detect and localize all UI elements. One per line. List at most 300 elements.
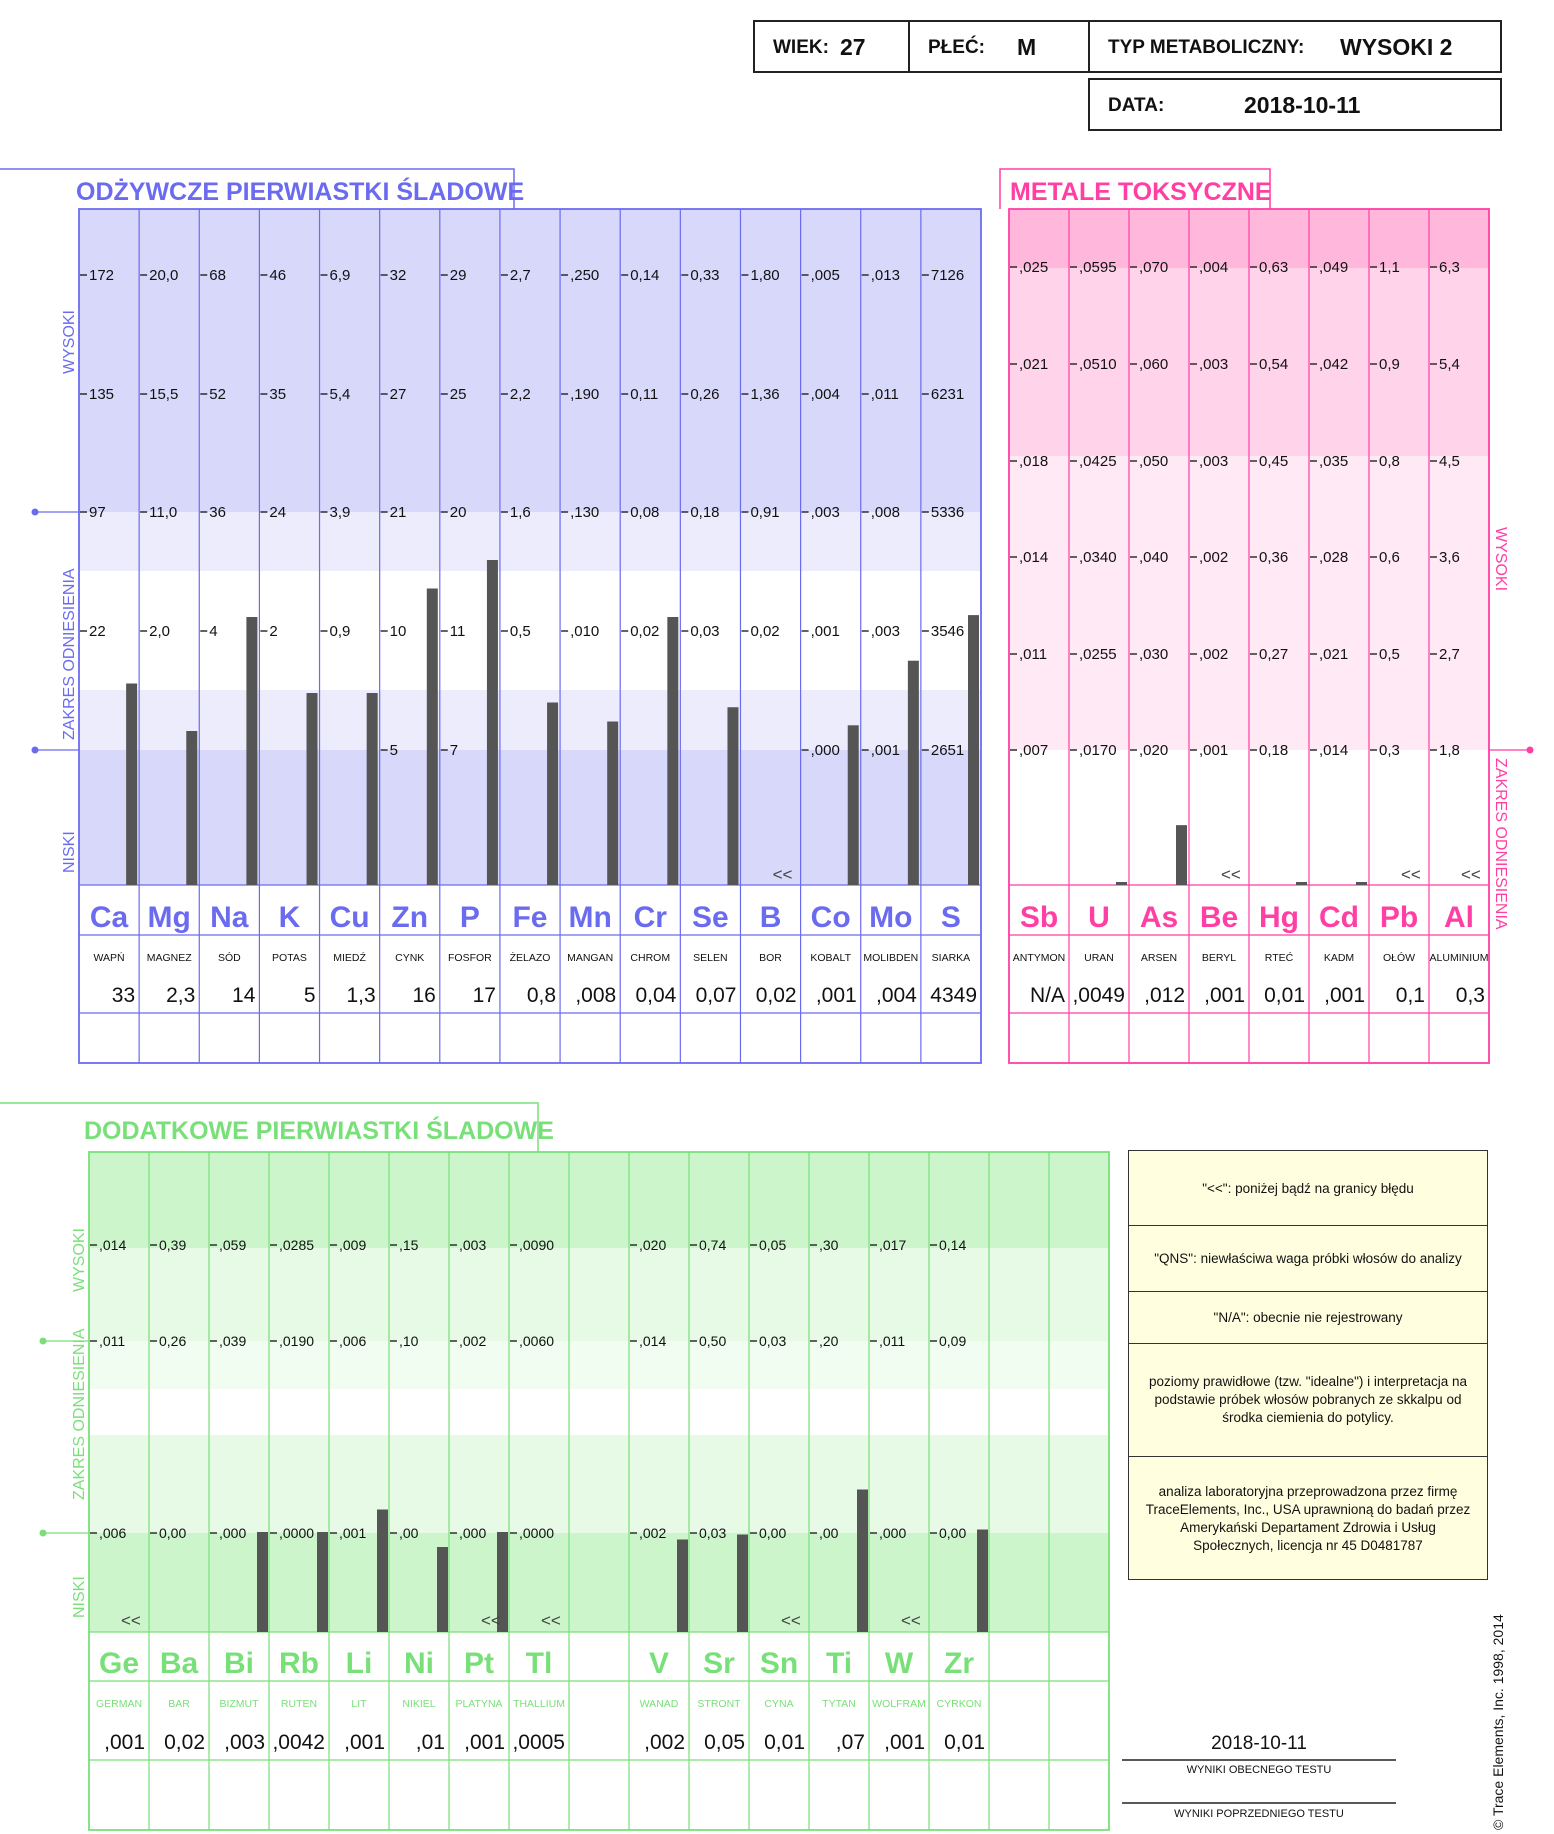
result-value-ba: 0,02	[164, 1731, 205, 1754]
element-symbol-mo: Mo	[869, 901, 913, 934]
below-error-mark: <<	[772, 865, 793, 884]
band-label-low: NISKI	[61, 831, 78, 873]
nutrient-elements-chart	[0, 169, 981, 1063]
sex-value: M	[1017, 34, 1037, 60]
result-bar-s	[968, 615, 979, 885]
result-value-na: 14	[232, 984, 256, 1007]
result-value-cd: ,001	[1324, 984, 1365, 1007]
tick-label-sr: 0,74	[699, 1237, 727, 1253]
high-band	[79, 209, 981, 512]
tick-label-s: 3546	[930, 623, 965, 640]
tick-label-s: 6231	[930, 386, 965, 403]
element-name-ni: NIKIEL	[402, 1698, 436, 1710]
tick-label-li: ,009	[339, 1237, 367, 1253]
band-label-reference: ZAKRES ODNIESIENIA	[71, 1328, 88, 1500]
tick-label-cr: 0,14	[630, 267, 660, 284]
result-value-v: ,002	[644, 1731, 685, 1754]
tick-label-sb: ,011	[1019, 646, 1048, 663]
result-bar-ca	[126, 684, 137, 886]
tick-label-al: 3,6	[1439, 549, 1460, 566]
tick-label-hg: 0,63	[1259, 259, 1289, 276]
element-symbol-ca: Ca	[89, 901, 129, 934]
element-symbol-ti: Ti	[825, 1647, 853, 1680]
below-error-mark: <<	[1461, 865, 1481, 884]
reference-marker-dot	[32, 747, 39, 754]
element-symbol-as: As	[1139, 901, 1179, 934]
element-symbol-cu: Cu	[329, 901, 370, 934]
result-value-sn: 0,01	[764, 1731, 805, 1754]
tick-label-cd: ,028	[1319, 549, 1349, 566]
result-value-ni: ,01	[415, 1731, 445, 1754]
result-value-mg: 2,3	[166, 984, 196, 1007]
element-symbol-sn: Sn	[759, 1647, 799, 1680]
tick-label-ca: 135	[89, 386, 115, 403]
note-na	[1129, 1291, 1487, 1344]
result-bar-hg	[1296, 882, 1307, 885]
tick-label-hg: 0,18	[1259, 742, 1289, 759]
tick-label-co: ,004	[810, 386, 840, 403]
element-symbol-hg: Hg	[1259, 901, 1299, 934]
tick-label-sb: ,021	[1019, 356, 1049, 373]
tick-label-v: ,020	[639, 1237, 667, 1253]
tick-label-pt: ,003	[459, 1237, 487, 1253]
metabolic-type-label: TYP METABOLICZNY:	[1108, 37, 1305, 58]
date-value: 2018-10-11	[1244, 92, 1361, 118]
high-band-top	[89, 1152, 1109, 1248]
tick-label-pb: 0,8	[1379, 453, 1400, 470]
band-label-high: WYSOKI	[1492, 527, 1509, 592]
result-value-tl: ,0005	[512, 1731, 565, 1754]
element-name-bi: BIZMUT	[219, 1698, 259, 1710]
current-test-label: WYNIKI OBECNEGO TESTU	[1186, 1764, 1332, 1776]
element-name-pt: PLATYNA	[455, 1698, 503, 1710]
tick-label-mn: ,250	[570, 267, 600, 284]
tick-label-cd: ,042	[1319, 356, 1349, 373]
result-bar-co	[848, 725, 859, 885]
tick-label-b: 0,91	[750, 504, 780, 521]
result-value-zr: 0,01	[944, 1731, 985, 1754]
result-value-w: ,001	[884, 1731, 925, 1754]
tick-label-ge: ,011	[99, 1333, 126, 1349]
result-value-fe: 0,8	[526, 984, 557, 1007]
tick-label-cd: ,014	[1319, 742, 1349, 759]
tick-label-p: 11	[449, 623, 466, 640]
reference-marker-dot	[40, 1338, 47, 1345]
element-symbol-p: P	[459, 901, 480, 934]
element-symbol-al: Al	[1444, 901, 1474, 934]
tick-label-rb: ,0285	[279, 1237, 315, 1253]
tick-label-b: 1,80	[750, 267, 780, 284]
note-ideal-levels	[1129, 1343, 1487, 1457]
band-label-reference: ZAKRES ODNIESIENIA	[61, 568, 78, 740]
tick-label-se: 0,33	[690, 267, 720, 284]
element-name-hg: RTEĆ	[1264, 952, 1294, 964]
tick-label-fe: 2,7	[509, 267, 531, 284]
result-bar-as	[1176, 825, 1187, 885]
element-name-ge: GERMAN	[95, 1698, 143, 1710]
tick-label-cd: ,049	[1319, 259, 1349, 276]
tick-label-cd: ,035	[1319, 453, 1349, 470]
tick-label-mn: ,130	[570, 504, 600, 521]
note-ideal-levels-text: poziomy prawidłowe (tzw. "idealne") i interpretacja na podstawie próbek włosów pobranych ze skkalpu od środka ciemienia do potylicy.	[1149, 1373, 1467, 1425]
tick-label-na: 36	[209, 504, 226, 521]
tick-label-se: 0,18	[690, 504, 720, 521]
tick-label-ba: 0,39	[159, 1237, 187, 1253]
tick-label-s: 2651	[930, 742, 965, 759]
note-lab-text: analiza laboratoryjna przeprowadzona przez firmę TraceElements, Inc., USA uprawnioną do badań przez Amerykański Departament Zdrowia i Usług Społecznych, licencja nr 45 D0481787	[1145, 1484, 1471, 1553]
tick-label-mo: ,001	[870, 742, 900, 759]
element-name-co: KOBALT	[810, 952, 851, 964]
result-bar-mg	[186, 731, 197, 885]
tick-label-na: 52	[209, 386, 226, 403]
element-name-zr: CYRKON	[936, 1698, 982, 1710]
tick-label-cr: 0,11	[630, 386, 659, 403]
below-error-mark: <<	[1221, 865, 1241, 884]
element-name-mn: MANGAN	[567, 952, 614, 964]
tick-label-cu: 6,9	[329, 267, 351, 284]
tick-label-be: ,004	[1199, 259, 1229, 276]
tick-label-be: ,001	[1199, 742, 1229, 759]
tick-label-mn: ,190	[570, 386, 600, 403]
tick-label-zr: 0,00	[939, 1525, 967, 1541]
result-bar-cd	[1356, 882, 1367, 885]
tick-label-ge: ,006	[99, 1525, 127, 1541]
element-symbol-bi: Bi	[224, 1647, 254, 1680]
tick-label-pb: 0,9	[1379, 356, 1400, 373]
note-below-error-text: "<<": poniżej bądź na granicy błędu	[1202, 1180, 1414, 1196]
tick-label-u: ,0510	[1079, 356, 1117, 373]
below-error-mark: <<	[1401, 865, 1421, 884]
result-bar-fe	[547, 703, 558, 886]
tick-label-sn: 0,00	[759, 1525, 787, 1541]
element-symbol-li: Li	[345, 1647, 373, 1680]
tick-label-b: 0,02	[750, 623, 780, 640]
tick-label-v: ,002	[639, 1525, 667, 1541]
note-na-text: "N/A": obecnie nie rejestrowany	[1213, 1309, 1403, 1325]
below-error-mark: <<	[541, 1611, 561, 1630]
tick-label-u: ,0340	[1079, 549, 1117, 566]
tick-label-na: 68	[209, 267, 226, 284]
element-symbol-rb: Rb	[279, 1647, 319, 1680]
result-bar-bi	[257, 1532, 268, 1632]
element-name-tl: THALLIUM	[513, 1698, 565, 1710]
tick-label-be: ,002	[1199, 549, 1229, 566]
reference-marker-dot	[40, 1530, 47, 1537]
tick-label-w: ,000	[879, 1525, 907, 1541]
tick-label-ba: 0,00	[159, 1525, 187, 1541]
element-name-ti: TYTAN	[822, 1698, 856, 1710]
element-symbol-co: Co	[810, 901, 851, 934]
element-symbol-cd: Cd	[1319, 901, 1359, 934]
tick-label-u: ,0170	[1079, 742, 1117, 759]
tick-label-be: ,003	[1199, 356, 1229, 373]
tick-label-tl: ,0090	[519, 1237, 555, 1253]
tick-label-be: ,003	[1199, 453, 1229, 470]
element-symbol-se: Se	[692, 901, 729, 934]
result-bar-na	[246, 617, 257, 885]
age-value: 27	[840, 34, 866, 60]
element-name-se: SELEN	[693, 952, 728, 964]
tick-label-as: ,050	[1139, 453, 1169, 470]
tick-label-p: 7	[449, 742, 459, 759]
tick-label-sb: ,014	[1019, 549, 1049, 566]
tick-label-hg: 0,36	[1259, 549, 1289, 566]
result-bar-cu	[367, 693, 378, 885]
element-name-al: ALUMINIUM	[1429, 952, 1489, 964]
tick-label-rb: ,0000	[279, 1525, 315, 1541]
below-error-mark: <<	[901, 1611, 921, 1630]
result-bar-mo	[908, 661, 919, 885]
result-value-b: 0,02	[755, 984, 797, 1007]
element-name-mg: MAGNEZ	[146, 952, 192, 964]
result-value-ge: ,001	[104, 1731, 145, 1754]
result-bar-cr	[667, 617, 678, 885]
nutrient-chart-title: ODŻYWCZE PIERWIASTKI ŚLADOWE	[76, 178, 525, 206]
additional-elements-chart	[0, 1103, 1109, 1830]
tick-label-mn: ,010	[570, 623, 600, 640]
result-value-pb: 0,1	[1395, 984, 1425, 1007]
element-symbol-ba: Ba	[159, 1647, 199, 1680]
tick-label-mg: 11,0	[149, 504, 178, 521]
tick-label-ca: 22	[89, 623, 106, 640]
element-name-cu: MIEDŹ	[333, 952, 366, 964]
tick-label-sn: 0,03	[759, 1333, 787, 1349]
below-error-mark: <<	[481, 1611, 501, 1630]
result-value-pt: ,001	[464, 1731, 505, 1754]
element-name-k: POTAS	[272, 952, 307, 964]
tick-label-pb: 0,3	[1379, 742, 1400, 759]
tick-label-b: 1,36	[750, 386, 780, 403]
result-value-se: 0,07	[695, 984, 737, 1007]
tick-label-al: 5,4	[1439, 356, 1460, 373]
low-band	[89, 1533, 1109, 1632]
tick-label-zn: 27	[389, 386, 407, 403]
result-value-rb: ,0042	[272, 1731, 325, 1754]
tick-label-u: ,0595	[1079, 259, 1117, 276]
element-name-li: LIT	[351, 1698, 367, 1710]
tick-label-ca: 97	[89, 504, 106, 521]
tick-label-cr: 0,02	[630, 623, 660, 640]
tick-label-be: ,002	[1199, 646, 1229, 663]
result-bar-v	[677, 1540, 688, 1633]
tick-label-ti: ,20	[819, 1333, 839, 1349]
age-label: WIEK:	[773, 37, 829, 58]
result-value-as: ,012	[1144, 984, 1185, 1007]
tick-label-p: 29	[449, 267, 467, 284]
element-symbol-cr: Cr	[633, 901, 667, 934]
copyright: © Trace Elements, Inc. 1998, 2014	[1490, 1614, 1506, 1830]
reference-marker-dot	[32, 509, 39, 516]
result-bar-se	[727, 707, 738, 885]
tick-label-ni: ,10	[399, 1333, 419, 1349]
tick-label-se: 0,26	[690, 386, 720, 403]
tick-label-bi: ,059	[219, 1237, 247, 1253]
tick-label-sr: 0,50	[699, 1333, 727, 1349]
result-value-cr: 0,04	[635, 984, 677, 1007]
tick-label-p: 25	[449, 386, 467, 403]
result-value-sb: N/A	[1029, 984, 1065, 1007]
reference-marker-dot	[1527, 747, 1534, 754]
tick-label-zn: 32	[389, 267, 407, 284]
element-symbol-zr: Zr	[944, 1647, 974, 1680]
tick-label-sn: 0,05	[759, 1237, 787, 1253]
element-symbol-mg: Mg	[147, 901, 191, 934]
below-error-mark: <<	[781, 1611, 801, 1630]
tick-label-rb: ,0190	[279, 1333, 315, 1349]
legend-notes-box	[1128, 1150, 1488, 1580]
band-label-high: WYSOKI	[71, 1227, 88, 1292]
band-label-high: WYSOKI	[61, 309, 78, 374]
tick-label-ca: 172	[89, 267, 115, 284]
tick-label-pt: ,002	[459, 1333, 487, 1349]
element-name-pb: OŁÓW	[1382, 952, 1416, 964]
element-symbol-mn: Mn	[568, 901, 612, 934]
tick-label-s: 7126	[930, 267, 965, 284]
tick-label-se: 0,03	[690, 623, 720, 640]
result-bar-k	[307, 693, 318, 885]
element-name-fe: ŻELAZO	[509, 952, 551, 964]
note-qns-text: "QNS": niewłaściwa waga próbki włosów do analizy	[1154, 1250, 1462, 1266]
element-symbol-s: S	[940, 901, 961, 934]
result-bar-p	[487, 560, 498, 885]
tick-label-u: ,0255	[1079, 646, 1117, 663]
element-name-as: ARSEN	[1140, 952, 1178, 964]
tick-label-cu: 0,9	[329, 623, 351, 640]
below-error-mark: <<	[121, 1611, 141, 1630]
result-value-ca: 33	[111, 984, 136, 1007]
element-symbol-ni: Ni	[404, 1647, 434, 1680]
result-value-al: 0,3	[1455, 984, 1485, 1007]
tick-label-v: ,014	[639, 1333, 667, 1349]
tick-label-as: ,020	[1139, 742, 1169, 759]
element-symbol-pt: Pt	[464, 1647, 494, 1680]
result-value-co: ,001	[815, 984, 857, 1007]
result-bar-rb	[317, 1532, 328, 1632]
result-bar-mn	[607, 722, 618, 886]
tick-label-as: ,040	[1139, 549, 1169, 566]
tick-label-mg: 2,0	[149, 623, 170, 640]
tick-label-mo: ,003	[870, 623, 900, 640]
tick-label-ni: ,00	[399, 1525, 419, 1541]
element-name-cd: KADM	[1323, 952, 1355, 964]
element-symbol-be: Be	[1199, 901, 1239, 934]
tick-label-sb: ,018	[1019, 453, 1049, 470]
date-label: DATA:	[1108, 95, 1165, 116]
tick-label-na: 4	[209, 623, 218, 640]
tick-label-hg: 0,54	[1259, 356, 1289, 373]
tick-label-k: 46	[269, 267, 287, 284]
element-name-rb: RUTEN	[280, 1698, 318, 1710]
tick-label-k: 35	[269, 386, 287, 403]
tick-label-w: ,017	[879, 1237, 907, 1253]
element-symbol-na: Na	[210, 901, 249, 934]
tick-label-cr: 0,08	[630, 504, 660, 521]
tick-label-sr: 0,03	[699, 1525, 727, 1541]
tick-label-al: 6,3	[1439, 259, 1460, 276]
tick-label-mo: ,008	[870, 504, 900, 521]
result-value-s: 4349	[930, 984, 977, 1007]
result-value-sr: 0,05	[704, 1731, 745, 1754]
result-value-li: ,001	[344, 1731, 385, 1754]
tick-label-as: ,060	[1139, 356, 1169, 373]
result-bar-u	[1116, 882, 1127, 885]
result-bar-ni	[437, 1547, 448, 1632]
element-symbol-fe: Fe	[512, 901, 548, 934]
tick-label-li: ,006	[339, 1333, 367, 1349]
element-symbol-u: U	[1088, 901, 1110, 934]
tick-label-sb: ,007	[1019, 742, 1049, 759]
tick-label-al: 4,5	[1439, 453, 1460, 470]
element-symbol-sb: Sb	[1019, 901, 1059, 934]
element-symbol-zn: Zn	[391, 901, 429, 934]
tick-label-mg: 20,0	[149, 267, 179, 284]
result-value-be: ,001	[1204, 984, 1245, 1007]
element-symbol-b: B	[759, 901, 782, 934]
tick-label-co: ,005	[810, 267, 840, 284]
reference-band-mid	[89, 1389, 1109, 1435]
tick-label-pb: 0,6	[1379, 549, 1400, 566]
current-test-date: 2018-10-11	[1211, 1733, 1307, 1754]
note-below-error	[1129, 1151, 1487, 1226]
additional-chart-title: DODATKOWE PIERWIASTKI ŚLADOWE	[84, 1117, 554, 1145]
element-name-ca: WAPŃ	[93, 952, 125, 964]
tick-label-li: ,001	[339, 1525, 367, 1541]
element-symbol-pb: Pb	[1379, 901, 1419, 934]
note-lab	[1129, 1457, 1487, 1581]
element-name-sb: ANTYMON	[1012, 952, 1066, 964]
sex-label: PŁEĆ:	[928, 37, 985, 58]
element-name-p: FOSFOR	[447, 952, 492, 964]
element-name-sn: CYNA	[764, 1698, 794, 1710]
toxic-chart-title: METALE TOKSYCZNE	[1010, 178, 1272, 206]
toxic-metals-chart	[1000, 169, 1534, 1063]
element-name-sr: STRONT	[697, 1698, 741, 1710]
reference-band-lower	[79, 690, 981, 750]
element-name-na: SÓD	[217, 952, 241, 964]
tick-label-cd: ,021	[1319, 646, 1349, 663]
tick-label-tl: ,0060	[519, 1333, 555, 1349]
tick-label-pb: 1,1	[1379, 259, 1400, 276]
result-bar-zr	[977, 1530, 988, 1633]
tick-label-hg: 0,27	[1259, 646, 1289, 663]
element-name-mo: MOLIBDEN	[863, 952, 919, 964]
result-bar-zn	[427, 589, 438, 886]
tick-label-mo: ,013	[870, 267, 900, 284]
element-name-v: WANAD	[639, 1698, 679, 1710]
tick-label-s: 5336	[930, 504, 965, 521]
band-label-reference: ZAKRES ODNIESIENIA	[1492, 758, 1509, 930]
result-bar-li	[377, 1510, 388, 1633]
note-qns	[1129, 1225, 1487, 1292]
tick-label-w: ,011	[879, 1333, 906, 1349]
tick-label-as: ,070	[1139, 259, 1169, 276]
tick-label-as: ,030	[1139, 646, 1169, 663]
tick-label-zn: 10	[389, 623, 407, 640]
element-name-ba: BAR	[168, 1698, 190, 1710]
result-value-mn: ,008	[575, 984, 617, 1007]
element-symbol-v: V	[648, 1647, 670, 1680]
element-symbol-sr: Sr	[703, 1647, 735, 1680]
tick-label-fe: 0,5	[509, 623, 531, 640]
element-symbol-k: K	[278, 901, 301, 934]
tick-label-co: ,001	[810, 623, 840, 640]
element-name-b: BOR	[759, 952, 782, 964]
result-value-k: 5	[303, 984, 316, 1007]
previous-test-label: WYNIKI POPRZEDNIEGO TESTU	[1174, 1808, 1344, 1820]
tick-label-p: 20	[449, 504, 467, 521]
tick-label-ge: ,014	[99, 1237, 127, 1253]
result-value-cu: 1,3	[346, 984, 376, 1007]
